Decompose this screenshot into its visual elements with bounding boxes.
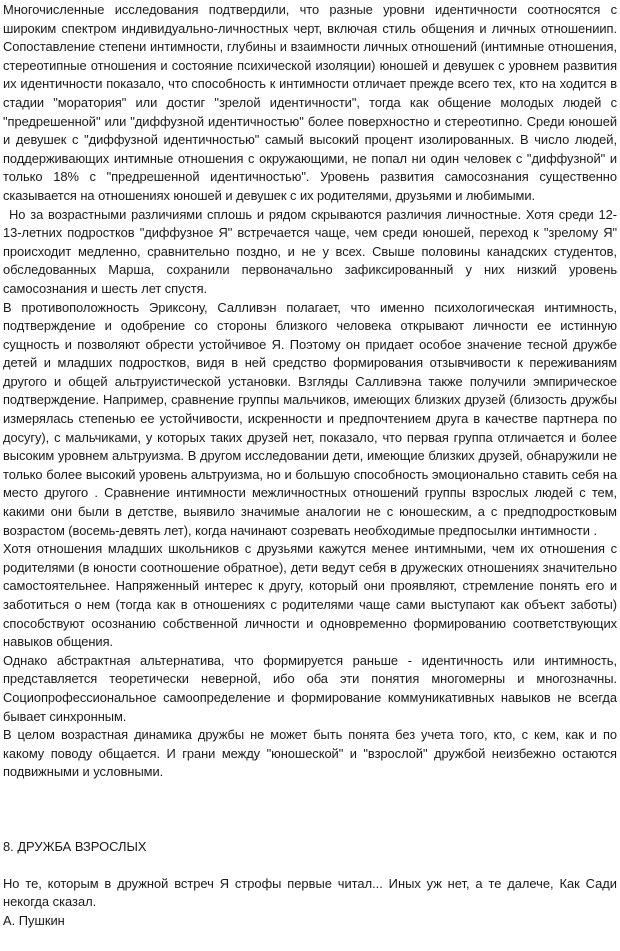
epigraph-text: Но те, которым в дружной встреч Я строфы первые читал... Иных уж нет, а те далече, Как Сади некогда сказал. [3,875,617,910]
paragraph-identity-intimacy: Многочисленные исследования подтвердили, что разные уровни идентичности соотносятся с широким спектром индивидуально-личностных черт, включая стиль общения и личных отношениип. Сопоставление степени интимности, глубины и взаимности личных отношений (интимные отношения, стереотипные отношения и состояние психической изоляции) юношей и девушек с уровнем развития их идентичности показало, что способность к интимности отличает прежде всего тех, кто на ходится в стадии "моратория" или достиг "зрелой идентичности", тогда как общение молодых людей с "предрешенной" или "диффузной идентичностью" более поверхностно и стереотипно. Среди юношей и девушек с "диффузной идентичностью" самый высокий процент изолированных. В число людей, поддерживающих интимные отношения с окружающими, не попал ни один человек с "диффузной" и только 18% с "предрешенной идентичностью". Уровень развития самосознания существенно сказывается на отношениях юношей и девушек с их родителями, друзьями и любимыми. [3,2,617,203]
heading-spacer [3,857,617,875]
paragraph-age-differences: Но за возрастными различиями сплошь и рядом скрываются различия личностные. Хотя среди 12-13-летних подростков "диффузное Я" встречается чаще, чем среди юношей, переход к "зрелому Я" происходит медленно, сравнительно поздно, и не у всех. Свыше половины канадских студентов, обследованных Марша, сохранили первоначально зафиксированный у них низкий уровень самосознания и шесть лет спустя. [3,206,617,296]
document-page [3,1,617,930]
section-heading: 8. ДРУЖБА ВЗРОСЛЫХ [3,838,147,854]
paragraph-schoolchildren-friends: Хотя отношения младших школьников с друзьями кажутся менее интимными, чем их отношения с родителями (в юности соотношение обратное), дети ведут себя в дружеских отношениях значительно самостоятельнее. Напряженный интерес к другу, который они проявляют, стремление понять его и заботиться о нем (тогда как в отношениях с родителями чаще сами выступают как объект заботы) способствуют осознанию собственной личности и одновременно формированию соответствующих навыков общения. [3,541,617,650]
section-spacer [3,782,617,838]
paragraph-abstract-alternative: Однако абстрактная альтернатива, что формируется раньше - идентичность или интимность, представляется теоретически неверной, ибо оба эти понятия многомерны и многозначны. Социопрофессиональное самоопределение и формирование коммуникативных навыков не всегда бывает синхронным. [3,652,617,724]
paragraph-friendship-dynamics: В целом возрастная динамика дружбы не может быть понята без учета того, кто, с кем, как и по какому поводу общается. И грани между "юношеской" и "взрослой" дружбой неизбежно остаются подвижными и условными. [3,727,617,780]
paragraph-sullivan: В противоположность Эриксону, Салливэн полагает, что именно психологическая интимность, подтверждение и одобрение со стороны близкого человека открывают личности ее истинную сущность и позволяют обрести устойчивое Я. Поэтому он придает особое значение тесной дружбе детей и младших подростков, видя в ней средство формирования отзывчивости к переживаниям другого и общей альтруистической установки. Взгляды Салливэна также получили эмпирическое подтверждение. Например, сравнение группы мальчиков, имеющих близких друзей (близость дружбы измерялась степенью ее устойчивости, искренности и предпочтением друга в качестве партнера по досугу), с мальчиками, у которых таких друзей нет, показало, что первая группа отличается и более высоким уровнем альтруизма. В другом исследовании дети, имеющие близких друзей, обнаружили не только более высокий уровень альтруизма, но и большую способность эмоционально ставить себя на место другого . Сравнение интимности межличностных отношений группы взрослых людей с тем, какими они были в детстве, выявило значимые аналогии не с юношеским, а с предподростковым возрастом (восемь-девять лет), когда начинают созревать необходимые предпосылки интимности . [3,299,617,538]
epigraph-author: А. Пушкин [3,912,65,928]
